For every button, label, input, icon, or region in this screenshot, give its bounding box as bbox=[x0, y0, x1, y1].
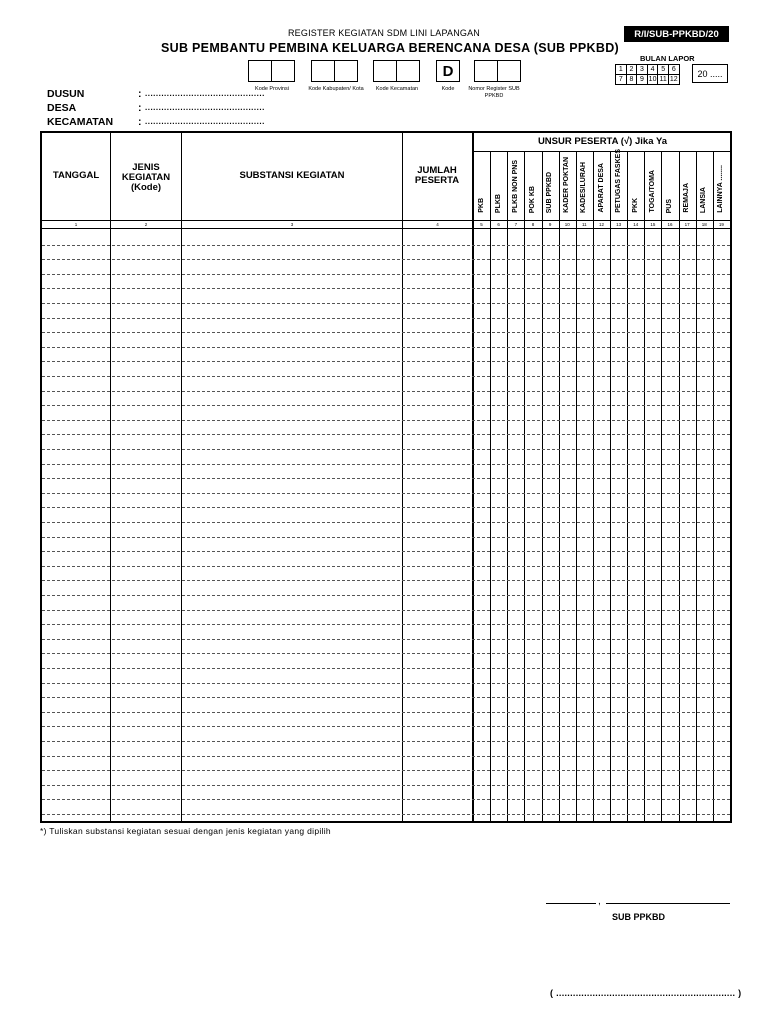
unsur-column-divider bbox=[696, 152, 697, 821]
month-cell[interactable]: 6 bbox=[668, 65, 679, 75]
month-cell[interactable]: 1 bbox=[616, 65, 627, 75]
unsur-column-divider bbox=[661, 152, 662, 821]
colon: : bbox=[138, 102, 142, 114]
table-row[interactable] bbox=[42, 478, 730, 479]
unsur-column-divider bbox=[610, 152, 611, 821]
column-number: 18 bbox=[701, 222, 707, 227]
jumlah-peserta-header: JUMLAH PESERTA bbox=[414, 165, 460, 186]
month-cell[interactable]: 4 bbox=[647, 65, 658, 75]
table-row[interactable] bbox=[42, 259, 730, 260]
table-row[interactable] bbox=[42, 274, 730, 275]
unsur-column-label: POK KB bbox=[528, 185, 536, 213]
d-letter: D bbox=[436, 60, 460, 82]
table-row[interactable] bbox=[42, 288, 730, 289]
signature-title: SUB PPKBD bbox=[612, 912, 666, 922]
register-table bbox=[40, 131, 732, 823]
kode-provinsi-boxes[interactable] bbox=[248, 60, 293, 82]
unsur-column-label: PKB bbox=[477, 198, 485, 213]
table-row[interactable] bbox=[42, 347, 730, 348]
unsur-column-label: KADES/LURAH bbox=[580, 162, 588, 213]
table-row[interactable] bbox=[42, 522, 730, 523]
column-number: 19 bbox=[718, 222, 724, 227]
table-row[interactable] bbox=[42, 332, 730, 333]
code-cell[interactable] bbox=[373, 60, 397, 82]
substansi-header: SUBSTANSI KEGIATAN bbox=[239, 170, 345, 181]
footnote: *) Tuliskan substansi kegiatan sesuai dengan jenis kegiatan yang dipilih bbox=[40, 826, 331, 836]
dusun-label: DUSUN bbox=[47, 88, 85, 100]
kode-kecamatan-boxes[interactable] bbox=[373, 60, 418, 82]
table-row[interactable] bbox=[42, 493, 730, 494]
table-row[interactable] bbox=[42, 405, 730, 406]
form-code-badge: R/I/SUB-PPKBD/20 bbox=[624, 26, 729, 42]
colon: : bbox=[138, 88, 142, 100]
code-cell[interactable] bbox=[396, 60, 420, 82]
month-cell[interactable]: 3 bbox=[637, 65, 648, 75]
table-row[interactable] bbox=[42, 756, 730, 757]
table-row[interactable] bbox=[42, 653, 730, 654]
unsur-column-label: TOGA/TOMA bbox=[648, 170, 656, 213]
signature-name-field[interactable]: ( ................................................................ ) bbox=[550, 988, 742, 998]
column-number: 1 bbox=[74, 222, 78, 227]
unsur-column-divider bbox=[593, 152, 594, 821]
tanggal-header: TANGGAL bbox=[52, 170, 100, 181]
desa-label: DESA bbox=[47, 102, 77, 114]
table-row[interactable] bbox=[42, 551, 730, 552]
kode-label: Kode bbox=[441, 86, 455, 92]
table-row[interactable] bbox=[42, 785, 730, 786]
column-number: 3 bbox=[290, 222, 294, 227]
year-field[interactable]: 20 ..... bbox=[692, 64, 728, 83]
column-number: 13 bbox=[616, 222, 622, 227]
unsur-column-label: LANSIA bbox=[700, 186, 708, 213]
column-divider bbox=[110, 133, 111, 821]
unsur-column-label: APARAT DESA bbox=[597, 163, 605, 213]
month-cell[interactable]: 12 bbox=[669, 76, 678, 83]
column-divider bbox=[402, 133, 403, 821]
unsur-column-divider bbox=[542, 152, 543, 821]
column-number: 17 bbox=[684, 222, 690, 227]
table-row[interactable] bbox=[42, 639, 730, 640]
column-number: 7 bbox=[514, 222, 518, 227]
unsur-column-label: LAINNYA ........ bbox=[717, 165, 725, 213]
bulan-lapor-grid bbox=[615, 64, 680, 85]
kode-desa-box bbox=[436, 60, 459, 82]
column-number: 2 bbox=[144, 222, 148, 227]
column-divider bbox=[181, 133, 182, 821]
column-number: 11 bbox=[582, 222, 587, 227]
dusun-field[interactable]: ............................................ bbox=[145, 89, 265, 98]
unsur-column-divider bbox=[713, 152, 714, 821]
unsur-column-label: PUS bbox=[666, 198, 674, 213]
date-line[interactable] bbox=[606, 903, 730, 904]
unsur-column-divider bbox=[627, 152, 628, 821]
month-cell[interactable]: 8 bbox=[626, 75, 637, 85]
colon: : bbox=[138, 116, 142, 128]
table-row[interactable] bbox=[42, 814, 730, 815]
table-row[interactable] bbox=[42, 537, 730, 538]
month-cell[interactable]: 11 bbox=[659, 76, 667, 83]
bulan-lapor-label: BULAN LAPOR bbox=[640, 54, 695, 63]
unsur-column-label: PLKB NON PNS bbox=[511, 160, 519, 213]
table-row[interactable] bbox=[42, 595, 730, 596]
column-number: 4 bbox=[436, 222, 439, 227]
column-number: 12 bbox=[598, 222, 604, 227]
table-row[interactable] bbox=[42, 318, 730, 319]
table-row[interactable] bbox=[42, 507, 730, 508]
nomor-register-boxes[interactable] bbox=[474, 60, 519, 82]
table-row[interactable] bbox=[42, 624, 730, 625]
code-cell[interactable] bbox=[311, 60, 335, 82]
desa-field[interactable]: ............................................ bbox=[145, 103, 265, 112]
table-row[interactable] bbox=[42, 697, 730, 698]
unsur-column-divider bbox=[507, 152, 508, 821]
code-cell[interactable] bbox=[334, 60, 358, 82]
unsur-column-label: REMAJA bbox=[683, 183, 691, 213]
table-row[interactable] bbox=[42, 770, 730, 771]
kode-provinsi-label: Kode Provinsi bbox=[255, 86, 289, 92]
column-number: 8 bbox=[531, 222, 535, 227]
table-row[interactable] bbox=[42, 741, 730, 742]
month-cell[interactable]: 2 bbox=[626, 65, 637, 75]
unsur-column-divider bbox=[576, 152, 577, 821]
column-number: 9 bbox=[548, 222, 552, 227]
table-row[interactable] bbox=[42, 391, 730, 392]
kode-kabupaten-label: Kode Kabupaten/ Kota bbox=[308, 86, 364, 92]
table-row[interactable] bbox=[42, 610, 730, 611]
page-title: SUB PEMBANTU PEMBINA KELUARGA BERENCANA DESA (SUB PPKBD) bbox=[160, 41, 620, 55]
column-number: 10 bbox=[564, 222, 570, 227]
code-cell[interactable] bbox=[271, 60, 295, 82]
column-number: 15 bbox=[650, 222, 656, 227]
code-cell[interactable] bbox=[248, 60, 272, 82]
column-divider bbox=[472, 133, 474, 821]
table-row[interactable] bbox=[42, 303, 730, 304]
unsur-column-divider bbox=[644, 152, 645, 821]
unsur-column-label: PETUGAS FASKES bbox=[614, 149, 622, 213]
table-row[interactable] bbox=[42, 712, 730, 713]
table-row[interactable] bbox=[42, 464, 730, 465]
unsur-peserta-header: UNSUR PESERTA (√) Jika Ya bbox=[537, 136, 668, 147]
unsur-subheader-divider bbox=[473, 151, 730, 152]
table-row[interactable] bbox=[42, 420, 730, 421]
table-row[interactable] bbox=[42, 726, 730, 727]
nomor-register-label: Nomor Register SUB PPKBD bbox=[468, 86, 520, 99]
kode-kecamatan-label: Kode Kecamatan bbox=[375, 86, 419, 92]
table-row[interactable] bbox=[42, 434, 730, 435]
column-number: 16 bbox=[667, 222, 673, 227]
unsur-column-label: PLKB bbox=[494, 193, 502, 213]
column-number: 5 bbox=[480, 222, 483, 227]
month-cell[interactable]: 5 bbox=[658, 65, 669, 75]
table-row[interactable] bbox=[42, 449, 730, 450]
table-row[interactable] bbox=[42, 683, 730, 684]
column-number: 14 bbox=[633, 222, 639, 227]
table-row[interactable] bbox=[42, 580, 730, 581]
kecamatan-field[interactable]: ............................................ bbox=[145, 117, 265, 126]
table-row[interactable] bbox=[42, 245, 730, 246]
unsur-column-label: SUB PPKBD bbox=[546, 171, 554, 213]
jenis-kegiatan-header: JENIS KEGIATAN (Kode) bbox=[121, 162, 171, 193]
code-cell[interactable] bbox=[474, 60, 498, 82]
unsur-column-divider bbox=[559, 152, 560, 821]
table-row[interactable] bbox=[42, 566, 730, 567]
month-cell[interactable]: 7 bbox=[616, 75, 627, 85]
table-row[interactable] bbox=[42, 361, 730, 362]
register-subtitle: REGISTER KEGIATAN SDM LINI LAPANGAN bbox=[287, 28, 481, 38]
code-cell[interactable] bbox=[497, 60, 521, 82]
kode-kabupaten-boxes[interactable] bbox=[311, 60, 356, 82]
unsur-column-divider bbox=[679, 152, 680, 821]
place-line[interactable] bbox=[546, 903, 596, 904]
unsur-column-divider bbox=[490, 152, 491, 821]
column-number: 6 bbox=[497, 222, 500, 227]
unsur-column-divider bbox=[524, 152, 525, 821]
unsur-column-label: KADER POKTAN bbox=[563, 157, 571, 213]
month-cell[interactable]: 10 bbox=[648, 76, 657, 83]
table-row[interactable] bbox=[42, 799, 730, 800]
table-row[interactable] bbox=[42, 376, 730, 377]
kecamatan-label: KECAMATAN bbox=[47, 116, 114, 128]
table-row[interactable] bbox=[42, 668, 730, 669]
unsur-column-label: PKK bbox=[631, 198, 639, 213]
month-cell[interactable]: 9 bbox=[637, 75, 648, 85]
comma: , bbox=[598, 896, 601, 907]
